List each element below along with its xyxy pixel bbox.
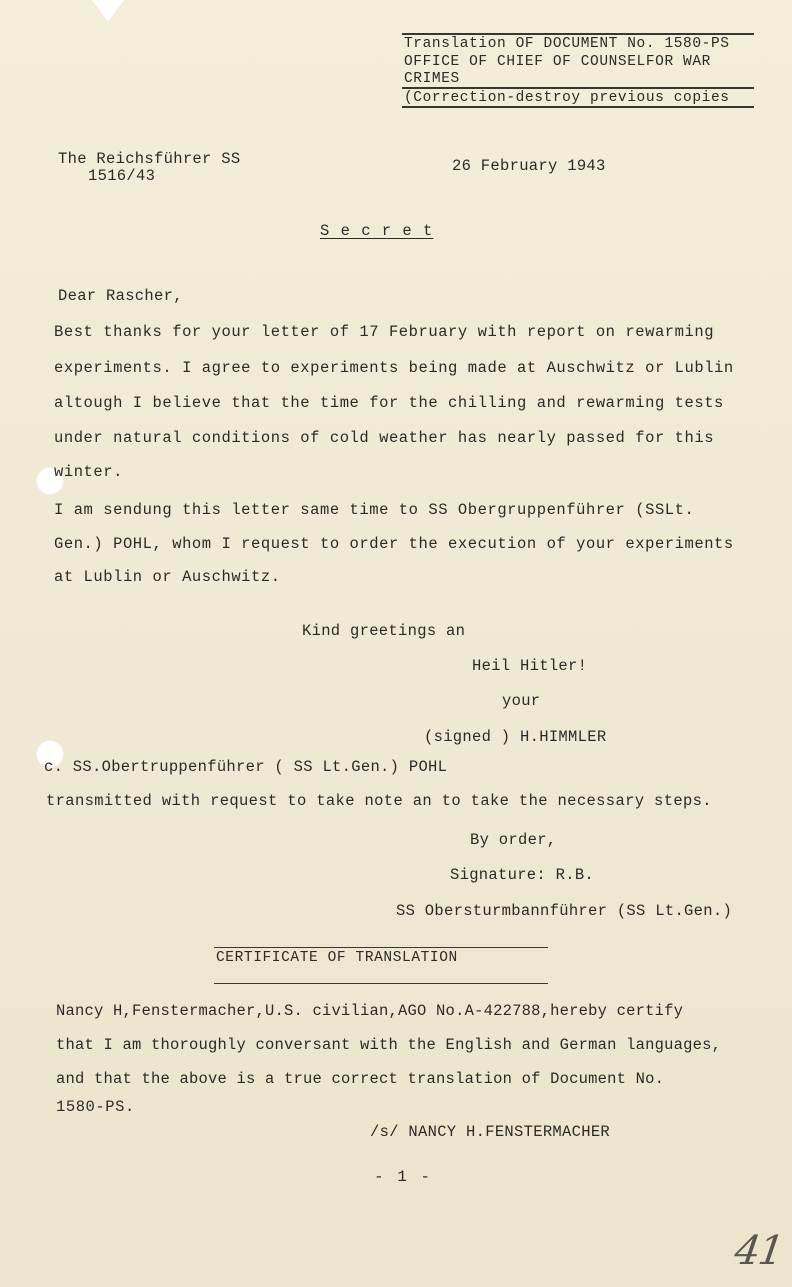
- sender-reference: 1516/43: [88, 167, 156, 185]
- certificate-line-3: and that the above is a true correct translation of Document No.: [56, 1070, 665, 1088]
- body-line-6: I am sendung this letter same time to SS Obergruppenführer (SSLt.: [54, 501, 695, 519]
- certificate-top-rule: [214, 947, 548, 948]
- body-line-3: altough I believe that the time for the chilling and rewarming tests: [54, 394, 724, 412]
- copy-note-rank: SS Obersturmbannführer (SS Lt.Gen.): [396, 902, 733, 920]
- body-line-7: Gen.) POHL, whom I request to order the execution of your experiments: [54, 535, 734, 553]
- body-line-1: Best thanks for your letter of 17 February with report on rewarming: [54, 323, 715, 341]
- letter-date: 26 February 1943: [452, 157, 606, 175]
- closing-your: your: [502, 692, 541, 710]
- copy-note-signature: Signature: R.B.: [450, 866, 595, 884]
- page-number: - 1 -: [374, 1168, 433, 1186]
- torn-corner: [92, 0, 124, 22]
- certificate-line-1: Nancy H,Fenstermacher,U.S. civilian,AGO No.A-422788,hereby certify: [56, 1002, 684, 1020]
- handwritten-page-number: 41: [731, 1228, 786, 1274]
- certificate-title: CERTIFICATE OF TRANSLATION: [216, 950, 458, 966]
- body-line-2: experiments. I agree to experiments being made at Auschwitz or Lublin: [54, 359, 734, 377]
- salutation: Dear Rascher,: [58, 287, 183, 305]
- classification-secret: S e c r e t: [320, 222, 434, 240]
- body-line-4: under natural conditions of cold weather has nearly passed for this: [54, 429, 715, 447]
- header-bottom-rule: [402, 106, 754, 108]
- certificate-line-4: 1580-PS.: [56, 1098, 135, 1116]
- certificate-line-2: that I am thoroughly conversant with the English and German languages,: [56, 1036, 722, 1054]
- body-line-5: winter.: [54, 463, 123, 481]
- copy-note-by-order: By order,: [470, 831, 557, 849]
- header-line-4: (Correction-destroy previous copies: [404, 90, 730, 106]
- certificate-signature: /s/ NANCY H.FENSTERMACHER: [370, 1123, 611, 1141]
- certificate-bottom-rule: [214, 983, 548, 984]
- closing-greeting: Kind greetings an: [302, 622, 466, 640]
- closing-heil: Heil Hitler!: [472, 657, 588, 675]
- body-line-8: at Lublin or Auschwitz.: [54, 568, 281, 586]
- closing-signature: (signed ) H.HIMMLER: [424, 728, 607, 746]
- header-line-1: Translation OF DOCUMENT No. 1580-PS: [404, 36, 730, 52]
- sender-title: The Reichsführer SS: [58, 150, 241, 168]
- copy-note-recipient: c. SS.Obertruppenführer ( SS Lt.Gen.) POHL: [44, 758, 448, 776]
- header-line-3: CRIMES: [404, 71, 460, 87]
- copy-note-request: transmitted with request to take note an to take the necessary steps.: [46, 792, 712, 810]
- header-line-2: OFFICE OF CHIEF OF COUNSELFOR WAR: [404, 54, 711, 70]
